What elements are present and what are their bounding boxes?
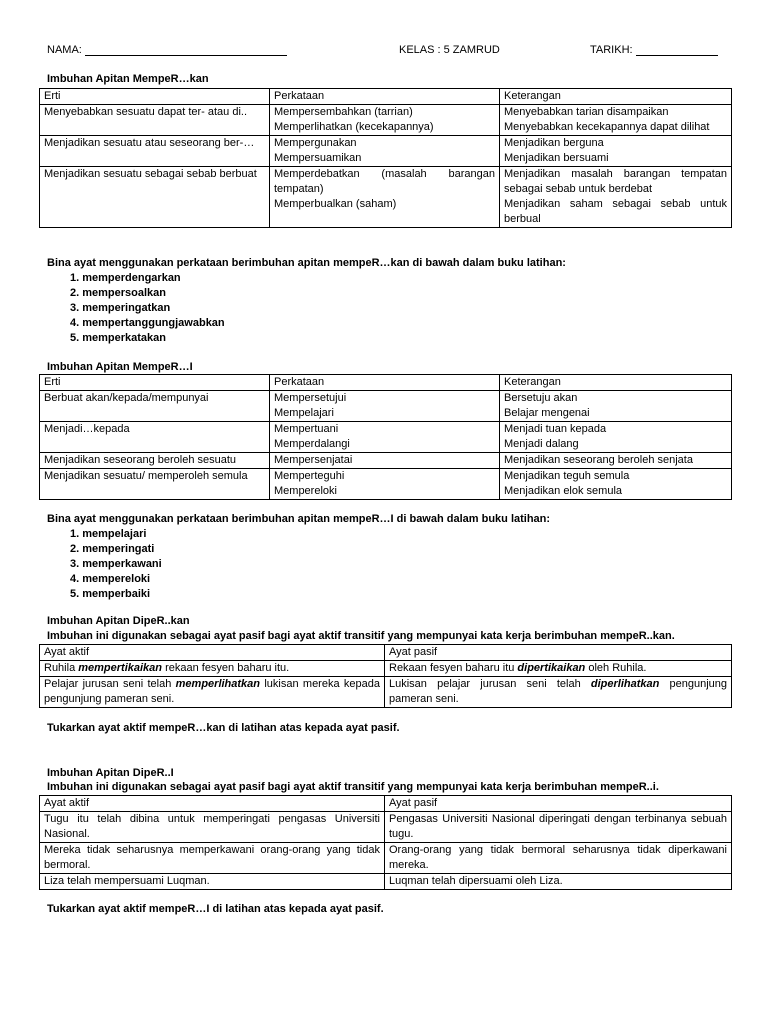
section2-word-list: [70, 527, 162, 602]
section4-instruction: Tukarkan ayat aktif mempeR…I di latihan atas kepada ayat pasif.: [47, 903, 384, 915]
ayat-aktif-cell: Mereka tidak seharusnya memperkawani orang-orang yang tidak bermoral.: [40, 843, 385, 874]
table-row: [40, 661, 732, 677]
kelas-label: KELAS : 5 ZAMRUD: [399, 44, 500, 56]
ayat-aktif-cell: Ruhila mempertikaikan rekaan fesyen baharu itu.: [40, 661, 385, 677]
perkataan-cell: Mempertuani Memperdalangi: [270, 422, 500, 453]
table-header-row: [40, 89, 732, 105]
keterangan-cell: Menjadikan berguna Menjadikan bersuami: [500, 136, 732, 167]
erti-cell: Menjadi…kepada: [40, 422, 270, 453]
table-row: [40, 812, 732, 843]
table-row: [40, 874, 732, 890]
perkataan-cell: Mempergunakan Mempersuamikan: [270, 136, 500, 167]
ayat-pasif-cell: Pengasas Universiti Nasional diperingati dengan terbinanya sebuah tugu.: [385, 812, 732, 843]
keterangan-cell: Menjadikan teguh semula Menjadikan elok semula: [500, 469, 732, 500]
section3-title: Imbuhan Apitan DipeR..kan: [47, 615, 190, 627]
section2-instruction: Bina ayat menggunakan perkataan berimbuhan apitan mempeR…I di bawah dalam buku latihan:: [47, 513, 551, 525]
tarikh-blank[interactable]: [636, 55, 718, 56]
list-item: 3. memperkawani: [70, 558, 162, 570]
col-ayat-pasif: Ayat pasif: [385, 796, 732, 812]
erti-cell: Menjadikan sesuatu sebagai sebab berbuat: [40, 167, 270, 228]
erti-cell: Berbuat akan/kepada/mempunyai: [40, 391, 270, 422]
section1-title: Imbuhan Apitan MempeR…kan: [47, 73, 209, 85]
list-item: 5. memperbaiki: [70, 588, 151, 600]
keterangan-cell: Menjadi tuan kepada Menjadi dalang: [500, 422, 732, 453]
list-item: 3. memperingatkan: [70, 302, 171, 314]
tarikh-field[interactable]: [590, 44, 718, 56]
ayat-pasif-cell: Lukisan pelajar jurusan seni telah diperlihatkan pengunjung pameran seni.: [385, 677, 732, 708]
table-row: [40, 105, 732, 136]
section3-subtitle: Imbuhan ini digunakan sebagai ayat pasif bagi ayat aktif transitif yang mempunyai kata kerja berimbuhan mempeR..kan.: [47, 630, 675, 642]
ayat-aktif-cell: Pelajar jurusan seni telah memperlihatkan lukisan mereka kepada pengunjung pameran seni.: [40, 677, 385, 708]
table-row: [40, 469, 732, 500]
table-row: [40, 677, 732, 708]
col-ayat-aktif: Ayat aktif: [40, 645, 385, 661]
table-row: [40, 136, 732, 167]
erti-cell: Menjadikan seseorang beroleh sesuatu: [40, 453, 270, 469]
ayat-pasif-cell: Luqman telah dipersuami oleh Liza.: [385, 874, 732, 890]
table-row: [40, 422, 732, 453]
list-item: 1. memperdengarkan: [70, 272, 181, 284]
table-row: [40, 167, 732, 228]
table-header-row: [40, 645, 732, 661]
col-perkataan: Perkataan: [270, 375, 500, 391]
list-item: 4. mempertanggungjawabkan: [70, 317, 225, 329]
list-item: 4. mempereloki: [70, 573, 151, 585]
nama-blank[interactable]: [85, 55, 287, 56]
ayat-pasif-cell: Rekaan fesyen baharu itu dipertikaikan oleh Ruhila.: [385, 661, 732, 677]
table-row: [40, 453, 732, 469]
col-keterangan: Keterangan: [500, 375, 732, 391]
list-item: 1. mempelajari: [70, 528, 147, 540]
section3-table: [39, 644, 732, 708]
section1-table: [39, 88, 732, 228]
section3-instruction: Tukarkan ayat aktif mempeR…kan di latihan atas kepada ayat pasif.: [47, 722, 400, 734]
section2-table: [39, 374, 732, 500]
ayat-aktif-cell: Tugu itu telah dibina untuk memperingati pengasas Universiti Nasional.: [40, 812, 385, 843]
col-perkataan: Perkataan: [270, 89, 500, 105]
perkataan-cell: Mempersenjatai: [270, 453, 500, 469]
col-ayat-pasif: Ayat pasif: [385, 645, 732, 661]
keterangan-cell: Menyebabkan tarian disampaikan Menyebabkan kecekapannya dapat dilihat: [500, 105, 732, 136]
tarikh-label: TARIKH:: [590, 44, 633, 56]
keterangan-cell: Menjadikan masalah barangan tempatan sebagai sebab untuk berdebat Menjadikan saham sebagai sebab untuk berbual: [500, 167, 732, 228]
section1-instruction: Bina ayat menggunakan perkataan berimbuhan apitan mempeR…kan di bawah dalam buku latihan:: [47, 257, 566, 269]
table-header-row: [40, 375, 732, 391]
nama-field[interactable]: [47, 44, 287, 56]
section4-title: Imbuhan Apitan DipeR..I: [47, 767, 174, 779]
perkataan-cell: Mempersembahkan (tarrian) Memperlihatkan (kecekapannya): [270, 105, 500, 136]
erti-cell: Menyebabkan sesuatu dapat ter- atau di..: [40, 105, 270, 136]
section4-subtitle: Imbuhan ini digunakan sebagai ayat pasif bagi ayat aktif transitif yang mempunyai kata kerja berimbuhan mempeR..i.: [47, 781, 659, 793]
table-row: [40, 843, 732, 874]
nama-label: NAMA:: [47, 44, 82, 56]
perkataan-cell: Mempersetujui Mempelajari: [270, 391, 500, 422]
list-item: 5. memperkatakan: [70, 332, 166, 344]
col-keterangan: Keterangan: [500, 89, 732, 105]
section2-title: Imbuhan Apitan MempeR…I: [47, 361, 193, 373]
list-item: 2. memperingati: [70, 543, 155, 555]
ayat-pasif-cell: Orang-orang yang tidak bermoral seharusnya tidak diperkawani mereka.: [385, 843, 732, 874]
erti-cell: Menjadikan sesuatu/ memperoleh semula: [40, 469, 270, 500]
keterangan-cell: Menjadikan seseorang beroleh senjata: [500, 453, 732, 469]
section4-table: [39, 795, 732, 890]
keterangan-cell: Bersetuju akan Belajar mengenai: [500, 391, 732, 422]
table-row: [40, 391, 732, 422]
perkataan-cell: Memperdebatkan (masalah barangan tempatan) Memperbualkan (saham): [270, 167, 500, 228]
perkataan-cell: Memperteguhi Mempereloki: [270, 469, 500, 500]
col-erti: Erti: [40, 375, 270, 391]
erti-cell: Menjadikan sesuatu atau seseorang ber-…: [40, 136, 270, 167]
section1-word-list: [70, 271, 225, 346]
list-item: 2. mempersoalkan: [70, 287, 166, 299]
col-erti: Erti: [40, 89, 270, 105]
table-header-row: [40, 796, 732, 812]
ayat-aktif-cell: Liza telah mempersuami Luqman.: [40, 874, 385, 890]
col-ayat-aktif: Ayat aktif: [40, 796, 385, 812]
